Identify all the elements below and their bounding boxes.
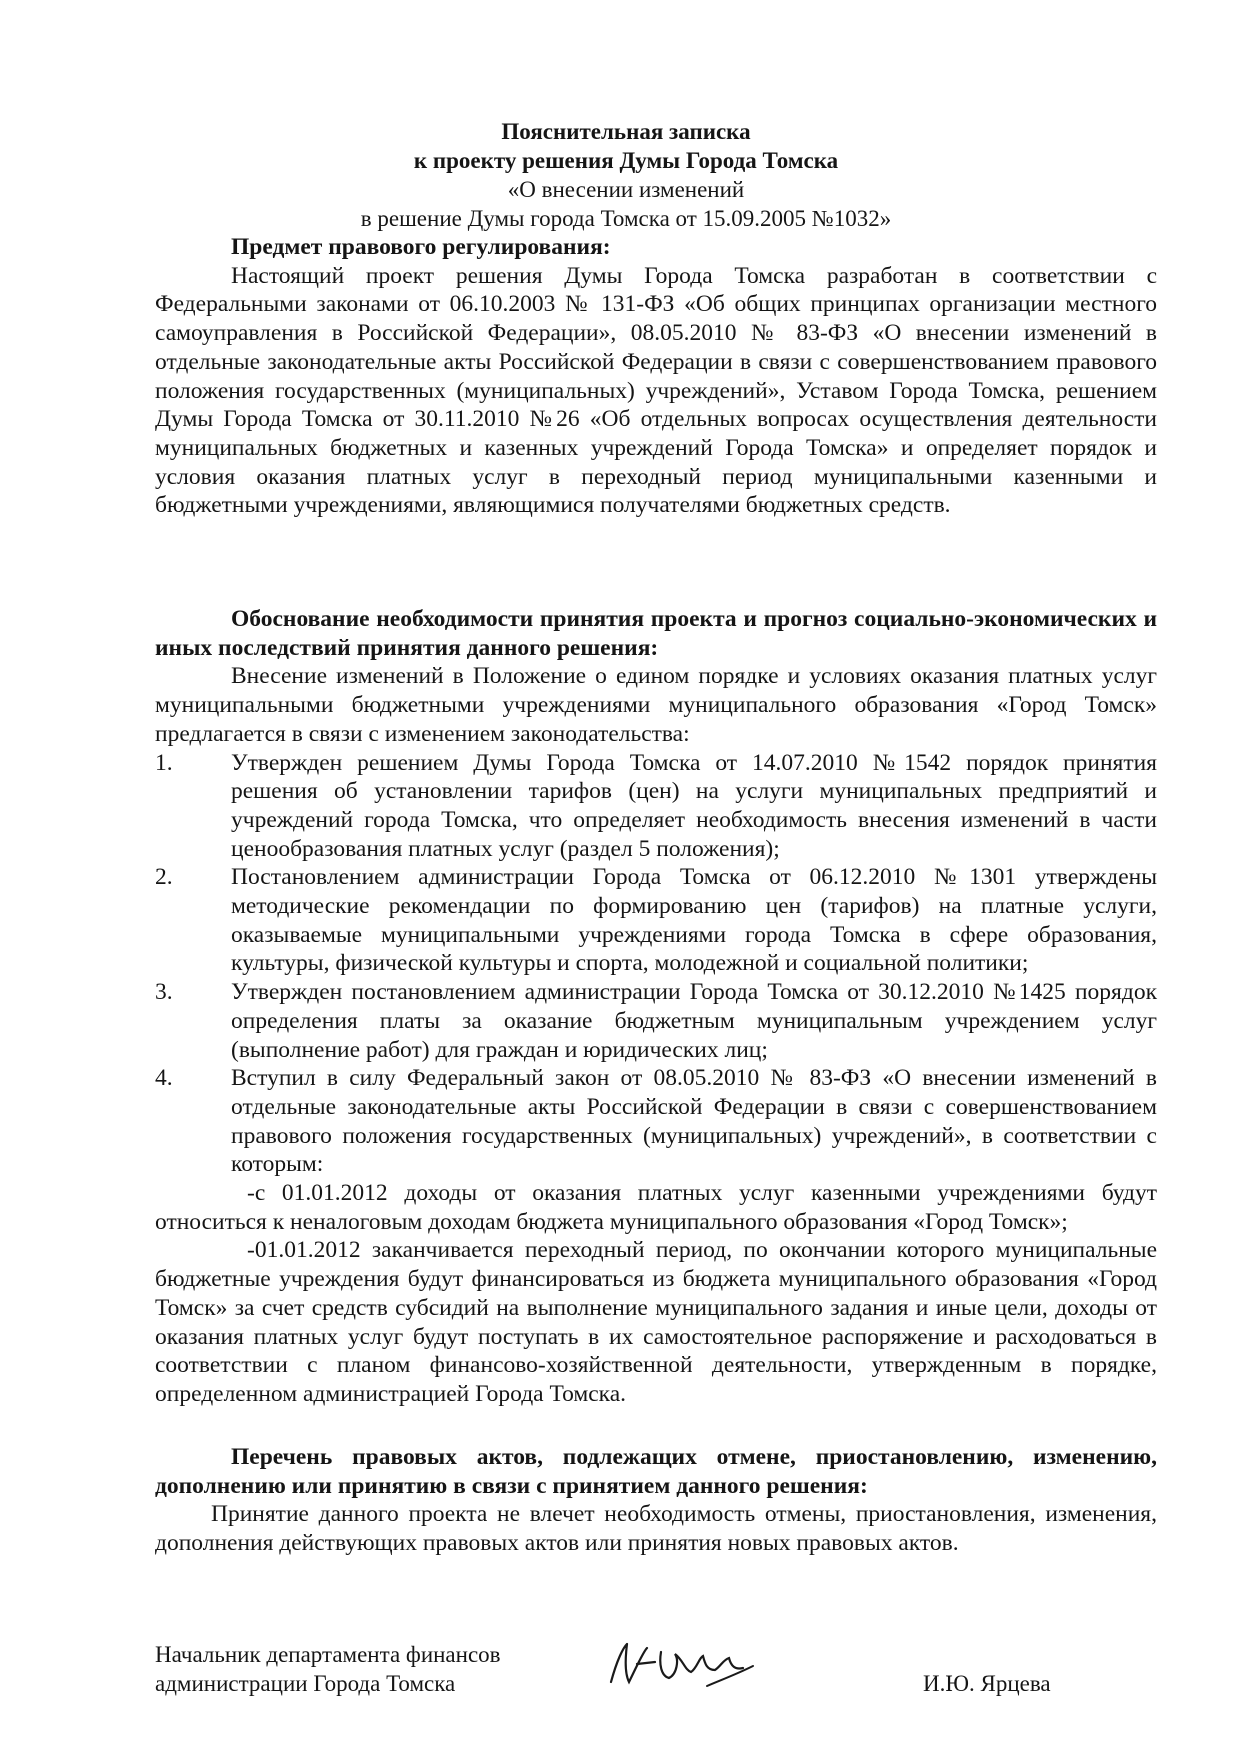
title-line-3: «О внесении изменений [507,177,745,202]
list-item-number: 2. [155,864,173,891]
section-legal-acts [155,1443,1157,1558]
section-subject-heading: Предмет правового регулирования: [231,234,611,260]
title-line-2: к проекту решения Думы Города Томска [413,148,839,173]
document-title [0,117,1252,233]
signatory-position-line-2: администрации Города Томска [155,1671,456,1696]
section-justification-heading: Обоснование необходимости принятия проекта и прогноз социально-экономических и иных последствий принятия данного решения: [155,606,1157,661]
section-justification-intro: Внесение изменений в Положение о едином порядке и условиях оказания платных услуг муниципальными бюджетными учреждениями муниципального образования «Город Томск» предлагается в связи с изменением законодательства: [155,663,1157,747]
sub-item: -с 01.01.2012 доходы от оказания платных услуг казенными учреждениями будут относиться к неналоговым доходам бюджета муниципального образования «Город Томск»; [155,1180,1157,1235]
list-item [155,749,1157,864]
sub-item: -01.01.2012 заканчивается переходный период, по окончании которого муниципальные бюджетные учреждения будут финансироваться из бюджета муниципального образования «Город Томск» за счет средств субсидий на выполнение муниципального задания и иные цели, доходы от оказания платных услуг будут поступать в их самостоятельное распоряжение и расходоваться в соответствии с планом финансово-хозяйственной деятельности, утвержденным в порядке, определенном администрацией Города Томска. [155,1237,1157,1407]
section-subject-paragraph: Настоящий проект решения Думы Города Томска разработан в соответствии с Федеральными законами от 06.10.2003 № 131-ФЗ «Об общих принципах организации местного самоуправления в Российской Федерации», 08.05.2010 № 83-ФЗ «О внесении изменений в отдельные законодательные акты Российской Федерации в связи с совершенствованием правового положения государственных (муниципальных) учреждений», Уставом Города Томска, решением Думы Города Томска от 30.11.2010 №26 «Об отдельных вопросах осуществления деятельности муниципальных бюджетных и казенных учреждений Города Томска» и определяет порядок и условия оказания платных услуг в переходный период муниципальными казенными и бюджетными учреждениями, являющимися получателями бюджетных средств. [155,262,1157,519]
list-item [155,1064,1157,1179]
section-subject [155,233,1157,520]
list-item-number: 3. [155,979,173,1006]
section-legal-acts-heading: Перечень правовых актов, подлежащих отмене, приостановлению, изменению, дополнению или принятию в связи с принятием данного решения: [155,1444,1157,1499]
list-item-text: Вступил в силу Федеральный закон от 08.05.2010 № 83-ФЗ «О внесении изменений в отдельные законодательные акты Российской Федерации в связи с совершенствованием правового положения государственных (муниципальных) учреждений», в соответствии с которым: [231,1065,1157,1178]
list-item [155,978,1157,1064]
title-line-4: в решение Думы города Томска от 15.09.2005 №1032» [360,206,892,231]
section-justification [155,605,1157,1409]
list-item-text: Утвержден постановлением администрации Города Томска от 30.12.2010 №1425 порядок определения платы за оказание бюджетным муниципальным учреждением услуг (выполнение работ) для граждан и юридических лиц; [231,979,1157,1063]
list-item-text: Постановлением администрации Города Томска от 06.12.2010 №1301 утверждены методические рекомендации по формированию цен (тарифов) на платные услуги, оказываемые муниципальными учреждениями города Томска в сфере образования, культуры, физической культуры и спорта, молодежной и социальной политики; [231,864,1157,977]
signatory-name: И.Ю. Ярцева [923,1671,1051,1696]
signatory-position [155,1640,501,1698]
handwritten-signature [603,1630,773,1700]
section-legal-acts-paragraph: Принятие данного проекта не влечет необходимость отмены, приостановления, изменения, дополнения действующих правовых актов или принятия новых правовых актов. [155,1501,1157,1557]
list-item-number: 1. [155,749,173,776]
title-line-1: Пояснительная записка [501,119,751,144]
list-item-number: 4. [155,1065,173,1092]
list-item-text: Утвержден решением Думы Города Томска от 14.07.2010 №1542 порядок принятия решения об установлении тарифов (цен) на услуги муниципальных предприятий и учреждений города Томска, что определяет необходимость внесения изменений в части ценообразования платных услуг (раздел 5 положения); [231,749,1157,862]
signatory-position-line-1: Начальник департамента финансов [155,1642,501,1667]
list-item [155,863,1157,978]
